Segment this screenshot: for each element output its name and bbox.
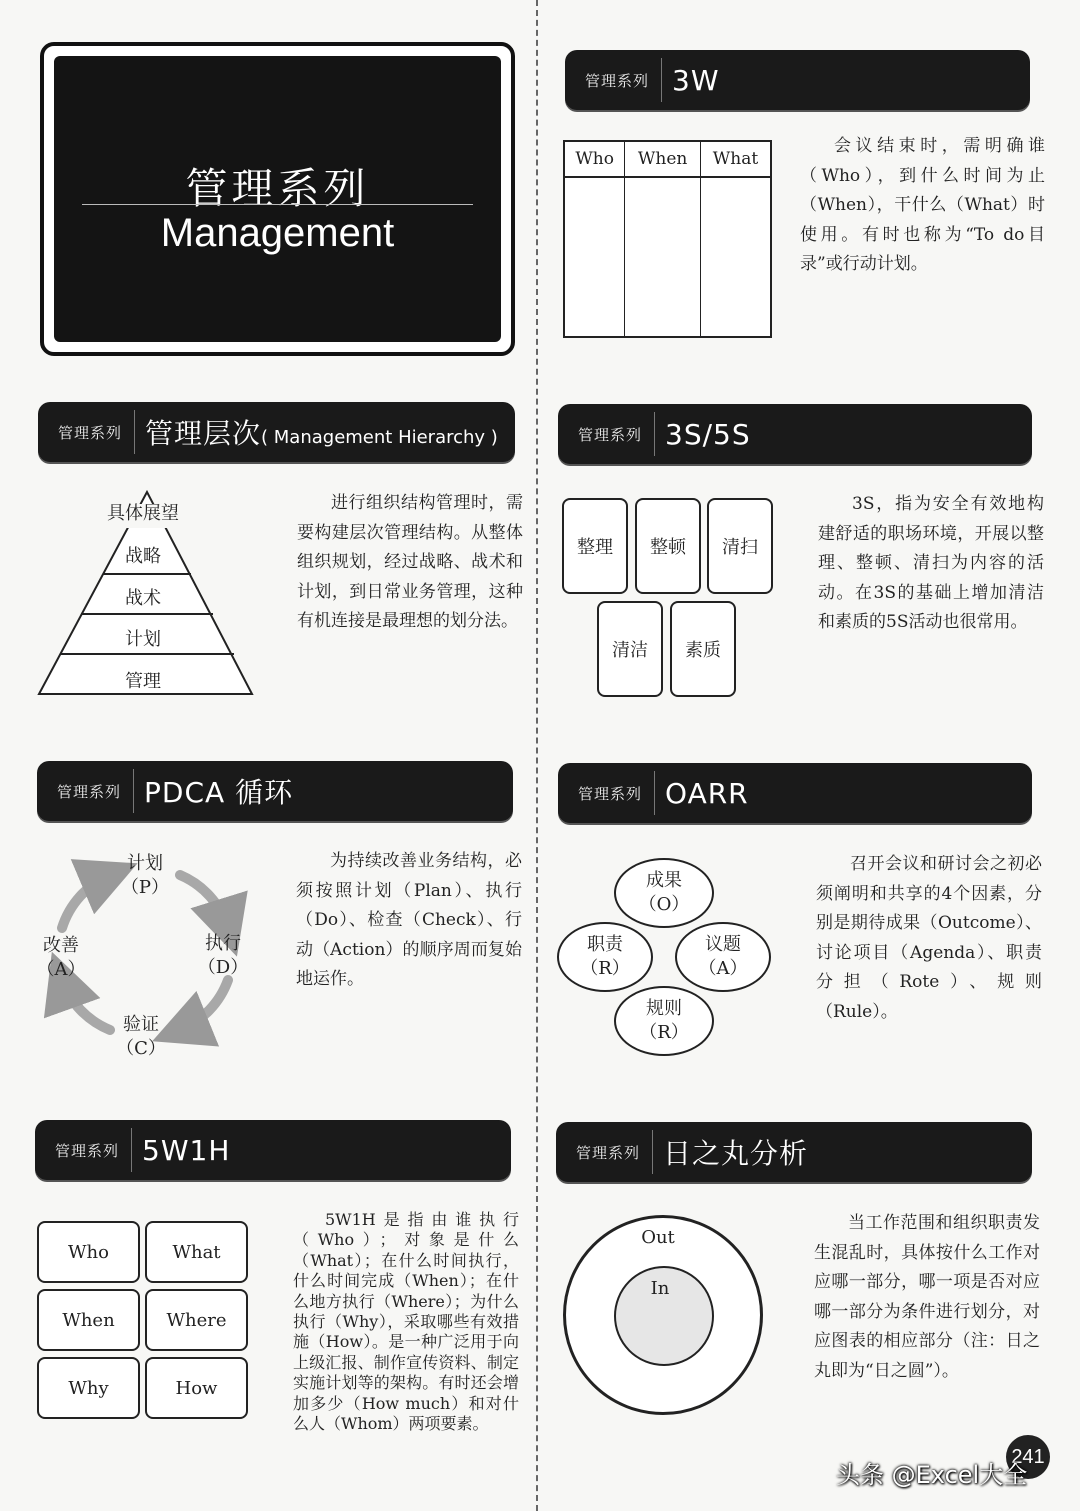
5w1h-box-what: What — [145, 1221, 248, 1283]
oarr-role: 职责 （R） — [557, 922, 653, 992]
section-prefix: 管理系列 — [576, 1143, 641, 1162]
hinomaru-out-label: Out — [641, 1227, 675, 1248]
pdca-plan: 计划 （P） — [120, 853, 170, 898]
oarr-agenda: 议题 （A） — [675, 922, 771, 992]
cover-title-en: Management — [160, 211, 395, 255]
watermark: 头条 @Excel大全 — [836, 1461, 1028, 1489]
5s-box-seiketsu: 清洁 — [597, 601, 663, 697]
pdca-check: 验证 （C） — [116, 1014, 166, 1059]
section-title: 日之丸分析 — [663, 1137, 809, 1170]
section-header-5w1h — [35, 1120, 511, 1180]
5w1h-box-who: Who — [37, 1221, 140, 1283]
pyramid-level-strategy: 战略 — [125, 546, 161, 567]
center-divider — [536, 0, 538, 1511]
5s-box-shitsuke: 素质 — [670, 601, 736, 697]
hinomaru-text: 当工作范围和组织职责发生混乱时，具体按什么工作对应哪一部分，哪一项是否对应哪一部分为条件进行划分，对应图表的相应部分（注：日之丸即为“日之圆”）。 — [814, 1213, 1040, 1381]
section-prefix: 管理系列 — [58, 423, 123, 442]
oarr-text: 召开会议和研讨会之初必须阐明和共享的4个因素，分别是期待成果（Outcome）、讨论项目（Agenda）、职责分担（Rote）、规则（Rule）。 — [816, 854, 1042, 1022]
5w1h-box-how: How — [145, 1357, 248, 1419]
section-header-3w — [565, 50, 1030, 110]
cover-title-zh: 管理系列 — [185, 164, 370, 213]
section-header-pdca — [37, 761, 513, 821]
5w1h-box-where: Where — [145, 1289, 248, 1351]
pdca-act: 改善 （A） — [36, 935, 86, 980]
section-prefix: 管理系列 — [55, 1141, 120, 1160]
section-header-oarr — [558, 763, 1032, 823]
oarr-rule: 规则 （R） — [614, 986, 714, 1056]
table-header-who: Who — [564, 141, 625, 177]
section-title: OARR — [665, 776, 749, 810]
cover-rule — [82, 204, 473, 205]
3w-text: 会议结束时，需明确谁（Who），到什么时间为止（When），干什么（What）时使用。有时也称为“To do目录”或行动计划。 — [800, 136, 1045, 274]
section-prefix: 管理系列 — [57, 782, 122, 801]
pyramid-level-plan: 计划 — [125, 629, 161, 650]
5s-text: 3S，指为安全有效地构建舒适的职场环境，开展以整理、整顿、清扫为内容的活动。在3S的基础上增加清洁和素质的5S活动也很常用。 — [818, 494, 1044, 632]
section-header-hierarchy — [38, 402, 515, 462]
oarr-outcome: 成果 （O） — [614, 858, 714, 928]
section-header-hinomaru — [556, 1122, 1032, 1182]
page-number: 241 — [1006, 1435, 1050, 1479]
5w1h-box-when: When — [37, 1289, 140, 1351]
5s-box-seiso: 清扫 — [707, 498, 773, 594]
hinomaru-in-label: In — [650, 1278, 670, 1299]
5s-box-seiton: 整顿 — [635, 498, 701, 594]
table-header-what: What — [700, 141, 771, 177]
section-prefix: 管理系列 — [578, 784, 643, 803]
5w1h-box-why: Why — [37, 1357, 140, 1419]
pyramid-level-management: 管理 — [125, 671, 161, 692]
section-header-5s — [558, 404, 1032, 464]
section-title: 3S/5S — [665, 417, 751, 451]
pdca-do: 执行 （D） — [197, 933, 249, 978]
cover-card — [40, 42, 515, 356]
pyramid-level-tactics: 战术 — [125, 588, 161, 609]
section-title: 3W — [672, 63, 720, 97]
5s-box-seiri: 整理 — [562, 498, 628, 594]
3w-table — [563, 140, 772, 338]
5w1h-text: 5W1H是指由谁执行（Who）；对象是什么（What）；在什么时间执行，什么时间完成（When）；在什么地方执行（Where）；为什么执行（Why），采取哪些有效措施（How）。是一种广泛用于向上级汇报、制作宣传资料、制定实施计划等的架构。有时还会增加多少（How much）和对什么人（Whom）两项要素。 — [293, 1210, 519, 1434]
section-title: 5W1H — [142, 1133, 231, 1167]
section-prefix: 管理系列 — [585, 71, 650, 90]
section-title: PDCA 循环 — [144, 776, 294, 809]
table-header-when: When — [625, 141, 701, 177]
hierarchy-text: 进行组织结构管理时，需要构建层次管理结构。从整体组织规划，经过战略、战术和计划，到日常业务管理，这种有机连接是最理想的划分法。 — [297, 493, 523, 631]
pyramid-level-vision: 具体展望 — [107, 503, 179, 524]
section-title: 管理层次( Management Hierarchy ) — [145, 417, 498, 450]
section-prefix: 管理系列 — [578, 425, 643, 444]
pdca-text: 为持续改善业务结构，必须按照计划（Plan）、执行（Do）、检查（Check）、行动（Action）的顺序周而复始地运作。 — [296, 851, 522, 989]
